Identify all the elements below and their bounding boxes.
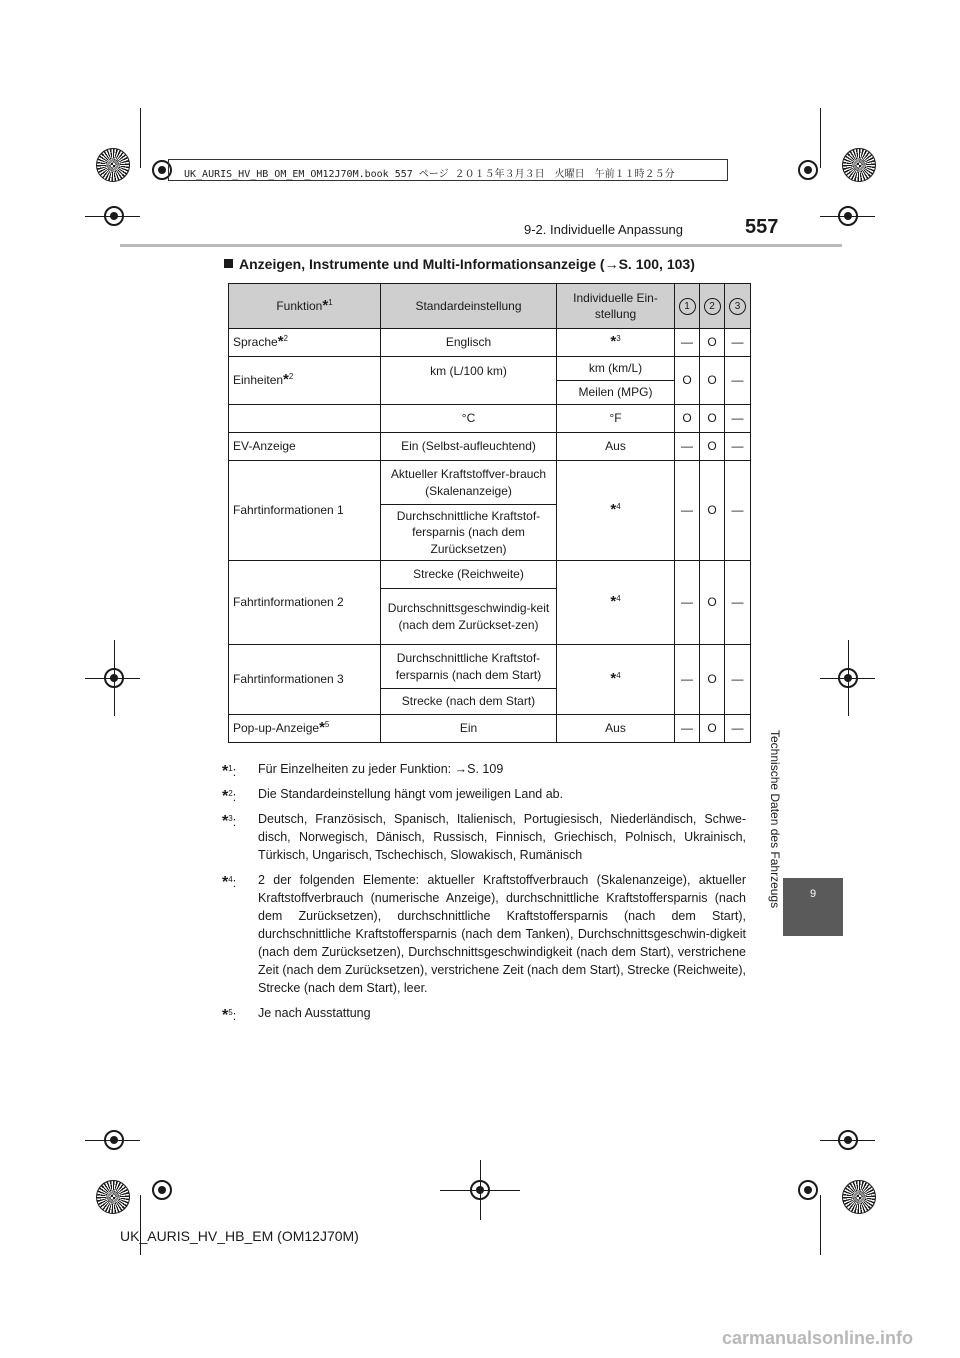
table-row: Pop-up-Anzeige*$^5$ Ein Aus — O — xyxy=(229,715,751,743)
footnote-3: *$^3$: Deutsch, Französisch, Spanisch, Italienisch, Portugiesisch, Niederländisch, Schwe-disch, Norwegisch, Dänisch, Russisch, Finnisch, Griechisch, Polnisch, Ukrainisch, Türkisch, Ungarisch, Tschechisch, Slowakisch, Rumänisch xyxy=(222,812,746,862)
watermark: carmanualsonline.info xyxy=(722,1328,914,1348)
footnote-1: *$^1$: Für Einzelheiten zu jeder Funktion: →S. 109 xyxy=(222,762,504,781)
table-row: Sprache*$^2$ Englisch *$^3$ — O — xyxy=(229,329,751,357)
table-header-row xyxy=(229,284,751,329)
header-col-1 xyxy=(675,284,700,329)
footnotes xyxy=(222,760,746,1029)
section-title xyxy=(224,256,695,272)
header-individuell: Individuelle Ein-stellung xyxy=(557,284,675,329)
crop-line xyxy=(85,678,140,679)
header-col-3 xyxy=(725,284,751,329)
crop-line xyxy=(85,216,140,217)
bullet-square-icon xyxy=(224,259,233,268)
registration-mark-icon xyxy=(798,160,818,180)
arrow-icon: → xyxy=(604,256,619,272)
registration-disc-icon xyxy=(96,1180,130,1214)
document-code: UK_AURIS_HV_HB_EM (OM12J70M) xyxy=(120,1228,359,1244)
footnote-5: *$^5$: Je nach Ausstattung xyxy=(222,1006,371,1025)
header-divider xyxy=(120,244,842,247)
chapter-tab-number: 9 xyxy=(809,888,817,900)
table-row: Fahrtinformationen 2 Strecke (Reichweite) *$^4$ — O — xyxy=(229,561,751,589)
circled-1-icon: 1 xyxy=(679,298,696,315)
table-row: EV-Anzeige Ein (Selbst-aufleuchtend) Aus — O — xyxy=(229,433,751,461)
registration-disc-icon xyxy=(842,148,876,182)
header-funktion: Funktion*$^1$ xyxy=(229,284,381,329)
table-row: Fahrtinformationen 1 Aktueller Kraftstoffver-brauch (Skalenanzeige) *$^4$ — O — xyxy=(229,461,751,505)
print-info-line: UK_AURIS_HV_HB_OM_EM_OM12J70M.book 557 ページ ２０１５年３月３日 火曜日 午前１１時２５分 xyxy=(184,169,675,180)
crop-line xyxy=(820,108,821,168)
chapter-tab xyxy=(783,878,843,936)
registration-disc-icon xyxy=(96,148,130,182)
section-title-text: Anzeigen, Instrumente und Multi-Informationsanzeige ( xyxy=(239,256,605,272)
page-number: 557 xyxy=(745,216,779,238)
settings-table xyxy=(228,283,751,743)
table-row: Strecke (nach dem Start) xyxy=(229,689,751,715)
table-row: Einheiten*$^2$ km (L/100 km) km (km/L) O O — xyxy=(229,357,751,381)
registration-mark-icon xyxy=(798,1180,818,1200)
circled-3-icon: 3 xyxy=(729,298,746,315)
section-header: 9-2. Individuelle Anpassung xyxy=(524,222,684,237)
crop-line xyxy=(848,640,849,716)
header-standard: Standardeinstellung xyxy=(381,284,557,329)
crop-line xyxy=(114,640,115,716)
crop-line xyxy=(820,1140,875,1141)
crop-line xyxy=(480,1160,481,1220)
crop-line xyxy=(140,108,141,168)
crop-line xyxy=(85,1140,140,1141)
section-title-ref: S. 100, 103) xyxy=(618,256,695,272)
table-row: °C °F O O — xyxy=(229,405,751,433)
crop-line xyxy=(820,216,875,217)
chapter-side-label: Technische Daten des Fahrzeugs xyxy=(768,730,782,909)
registration-mark-icon xyxy=(152,1180,172,1200)
table-row: Fahrtinformationen 3 Durchschnittliche Kraftstof-fersparnis (nach dem Start) *$^4$ — O — xyxy=(229,645,751,689)
registration-disc-icon xyxy=(842,1180,876,1214)
arrow-icon: → xyxy=(454,762,468,776)
table-row: Durchschnittsgeschwindig-keit (nach dem Zurückset-zen) xyxy=(229,589,751,645)
footnote-4: *$^4$: 2 der folgenden Elemente: aktueller Kraftstoffverbrauch (Skalenanzeige), aktueller Kraftstoffverbrauch (numerische Anzeige), durchschnittliche Kraftstoffersparnis (nach dem Zurücksetzen), durchschnittliche Kraftstoffersparnis (nach dem Start), durchschnittliche Kraftstoffersparnis (nach dem Tanken), Durchschnittsgeschwin-digkeit (nach dem Zurücksetzen), Durchschnittsgeschwindigkeit (nach dem Start), verstrichene Zeit (nach dem Zurücksetzen), verstrichene Zeit (nach dem Start), Strecke (Reichweite), Strecke (nach dem Start), leer. xyxy=(222,873,746,995)
header-col-2 xyxy=(700,284,725,329)
crop-line xyxy=(820,1195,821,1255)
table-row: Meilen (MPG) xyxy=(229,381,751,405)
table-row: Durchschnittliche Kraftstof-fersparnis (nach dem Zurücksetzen) xyxy=(229,505,751,561)
footnote-2: *$^2$: Die Standardeinstellung hängt vom jeweiligen Land ab. xyxy=(222,787,564,806)
crop-line xyxy=(140,1195,141,1255)
circled-2-icon: 2 xyxy=(704,298,721,315)
